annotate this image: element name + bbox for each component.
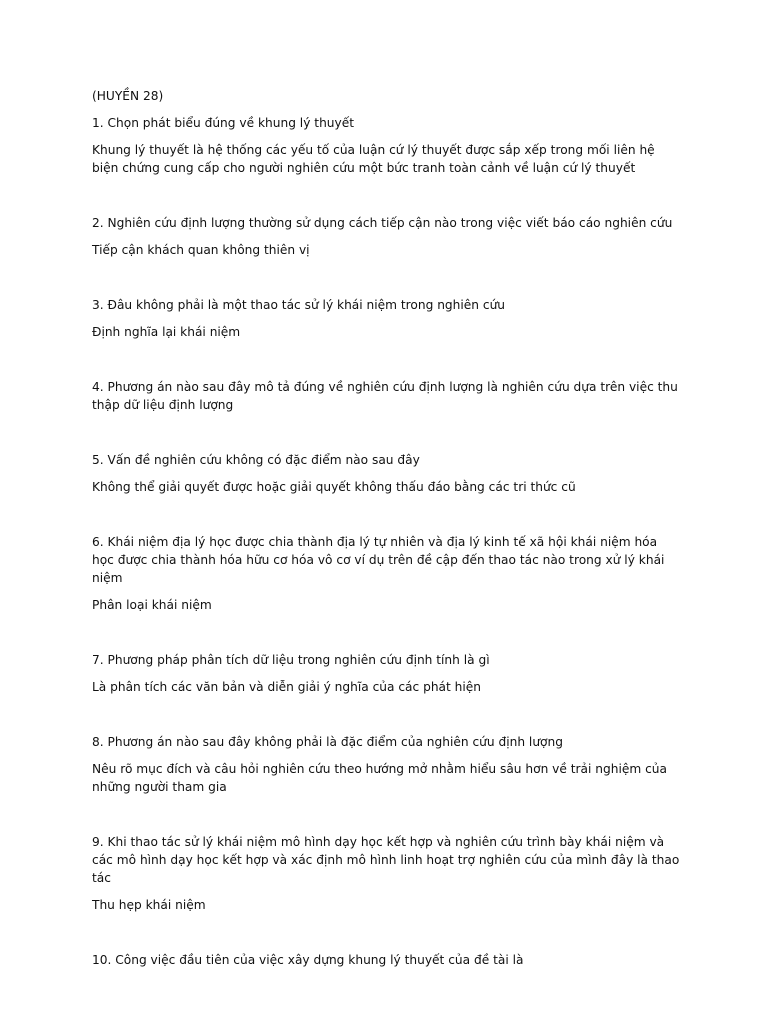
- answer-1: Khung lý thuyết là hệ thống các yếu tố của luận cứ lý thuyết được sắp xếp trong mối liên hệ biện chứng cung cấp cho người nghiên cứu một bức tranh toàn cảnh về luận cứ lý thuyết: [92, 143, 655, 175]
- question-4: 4. Phương án nào sau đây mô tả đúng về nghiên cứu định lượng là nghiên cứu dựa trên việc thu thập dữ liệu định lượng: [92, 380, 678, 412]
- qa-item-2: [92, 214, 682, 259]
- qa-item-6: [92, 533, 682, 614]
- answer-2: Tiếp cận khách quan không thiên vị: [92, 243, 310, 257]
- document-content: [92, 87, 682, 969]
- question-7: 7. Phương pháp phân tích dữ liệu trong nghiên cứu định tính là gì: [92, 653, 490, 667]
- qa-item-4: [92, 378, 682, 414]
- question-5: 5. Vấn đề nghiên cứu không có đặc điểm nào sau đây: [92, 453, 420, 467]
- question-6: 6. Khái niệm địa lý học được chia thành địa lý tự nhiên và địa lý kinh tế xã hội khái niệm hóa học được chia thành hóa hữu cơ hóa vô cơ ví dụ trên đề cập đến thao tác nào trong xử lý khái niệm: [92, 535, 665, 585]
- answer-8: Nêu rõ mục đích và câu hỏi nghiên cứu theo hướng mở nhằm hiểu sâu hơn về trải nghiệm của những người tham gia: [92, 762, 667, 794]
- document-header: (HUYỀN 28): [92, 89, 164, 103]
- qa-item-5: [92, 451, 682, 496]
- question-8: 8. Phương án nào sau đây không phải là đặc điểm của nghiên cứu định lượng: [92, 735, 563, 749]
- question-3: 3. Đâu không phải là một thao tác sử lý khái niệm trong nghiên cứu: [92, 298, 506, 312]
- question-10: 10. Công việc đầu tiên của việc xây dựng khung lý thuyết của đề tài là: [92, 953, 524, 967]
- answer-5: Không thể giải quyết được hoặc giải quyết không thấu đáo bằng các tri thức cũ: [92, 480, 576, 494]
- answer-7: Là phân tích các văn bản và diễn giải ý nghĩa của các phát hiện: [92, 680, 482, 694]
- qa-item-10: [92, 951, 682, 969]
- answer-9: Thu hẹp khái niệm: [92, 898, 206, 912]
- question-2: 2. Nghiên cứu định lượng thường sử dụng cách tiếp cận nào trong việc viết báo cáo nghiên cứu: [92, 216, 673, 230]
- question-1: 1. Chọn phát biểu đúng về khung lý thuyết: [92, 116, 355, 130]
- qa-item-3: [92, 296, 682, 341]
- answer-3: Định nghĩa lại khái niệm: [92, 325, 241, 339]
- question-9: 9. Khi thao tác sử lý khái niệm mô hình dạy học kết hợp và nghiên cứu trình bày khái niệm và các mô hình dạy học kết hợp và xác định mô hình linh hoạt trợ nghiên cứu của mình đây là thao tác: [92, 835, 680, 885]
- qa-item-8: [92, 733, 682, 796]
- answer-6: Phân loại khái niệm: [92, 598, 212, 612]
- qa-item-7: [92, 651, 682, 696]
- qa-item-1: [92, 114, 682, 177]
- qa-item-9: [92, 833, 682, 914]
